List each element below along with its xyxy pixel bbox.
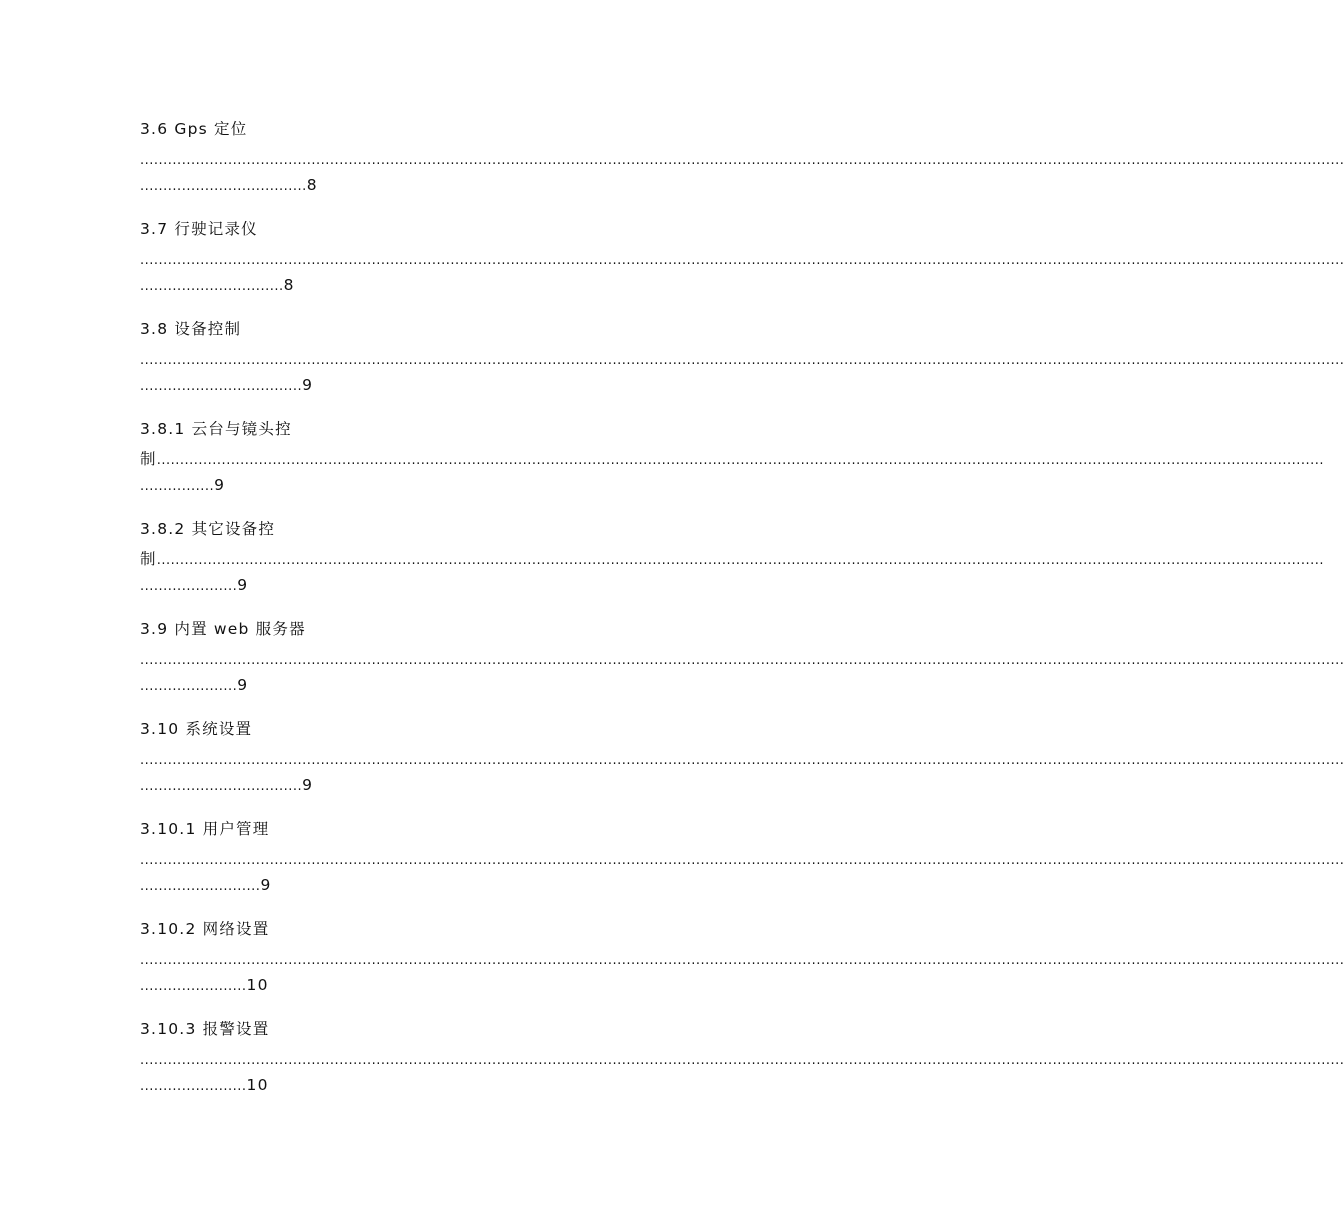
toc-dots: .................................................................................................................................................................................................................................................................... (140, 853, 1344, 868)
toc-leader-line (140, 275, 295, 295)
toc-page-number: 9 (302, 776, 314, 794)
toc-leader-line (140, 675, 248, 695)
toc-leader-line (140, 575, 248, 595)
toc-entry[interactable] (140, 517, 1325, 617)
toc-page-number: 10 (246, 976, 269, 994)
toc-leader-line (140, 849, 1344, 869)
toc-dots: .................................... (140, 179, 307, 194)
toc-leader-line (140, 949, 1344, 969)
toc-leader-line (140, 775, 313, 795)
toc-leader-line (140, 1075, 269, 1095)
toc-dots: ....................... (140, 979, 247, 994)
toc-page-number: 9 (302, 376, 314, 394)
toc-dots: .................................................................................................................................................................................................................................................................... (140, 1053, 1344, 1068)
toc-entry[interactable] (140, 717, 1344, 817)
toc-leader-line (140, 749, 1344, 769)
toc-entry[interactable] (140, 917, 1344, 1017)
toc-leader-line (140, 475, 225, 495)
toc-dots: ..................... (140, 679, 238, 694)
toc-leader-line (140, 549, 1325, 569)
toc-dots: ................................... (140, 379, 303, 394)
toc-leader-line (140, 249, 1344, 269)
toc-entry[interactable] (140, 317, 1344, 417)
toc-dots: ................ (140, 479, 215, 494)
toc-entry-title: 3.10.2 网络设置 (140, 920, 270, 938)
toc-dots: ............................................................................................................................................................................................................................................................ (156, 453, 1325, 468)
toc-page-number: 8 (306, 176, 318, 194)
toc-entry[interactable] (140, 417, 1325, 517)
toc-leader-line (140, 649, 1344, 669)
toc-entry[interactable] (140, 217, 1344, 317)
toc-leader-line (140, 1049, 1344, 1069)
toc-page-number: 9 (214, 476, 226, 494)
toc-leader-line (140, 975, 269, 995)
toc-entry-title: 3.8.2 其它设备控 (140, 520, 276, 538)
toc-entry-title: 3.7 行驶记录仪 (140, 220, 258, 238)
toc-entry-title: 3.6 Gps 定位 (140, 120, 248, 138)
toc-entry-title: 3.10.3 报警设置 (140, 1020, 270, 1038)
toc-dots: .......................... (140, 879, 261, 894)
toc-page-number: 9 (237, 576, 249, 594)
toc-page-number: 9 (237, 676, 249, 694)
toc-leader-line (140, 149, 1344, 169)
toc-leader-prefix: 制 (140, 550, 157, 568)
toc-entry-title: 3.9 内置 web 服务器 (140, 620, 306, 638)
toc-leader-line (140, 875, 272, 895)
toc-dots: .................................................................................................................................................................................................................................................................... (140, 253, 1344, 268)
toc-dots: .................................................................................................................................................................................................................................................................... (140, 153, 1344, 168)
toc-entry-title: 3.10.1 用户管理 (140, 820, 270, 838)
toc-page-number: 9 (260, 876, 272, 894)
toc-dots: ..................... (140, 579, 238, 594)
toc-entry-title: 3.10 系统设置 (140, 720, 253, 738)
toc-dots: ....................... (140, 1079, 247, 1094)
table-of-contents (140, 117, 1344, 1117)
toc-dots: .................................................................................................................................................................................................................................................................... (140, 353, 1344, 368)
toc-leader-line (140, 449, 1325, 469)
toc-dots: ............................................................................................................................................................................................................................................................ (156, 553, 1325, 568)
toc-entry-title: 3.8.1 云台与镜头控 (140, 420, 292, 438)
toc-dots: .................................................................................................................................................................................................................................................................... (140, 653, 1344, 668)
toc-leader-prefix: 制 (140, 450, 157, 468)
toc-dots: .................................................................................................................................................................................................................................................................... (140, 753, 1344, 768)
toc-leader-line (140, 349, 1344, 369)
toc-leader-line (140, 375, 313, 395)
toc-entry[interactable] (140, 817, 1344, 917)
toc-entry[interactable] (140, 1017, 1344, 1117)
toc-entry-title: 3.8 设备控制 (140, 320, 242, 338)
toc-leader-line (140, 175, 318, 195)
toc-dots: ............................... (140, 279, 284, 294)
toc-page-number: 10 (246, 1076, 269, 1094)
toc-entry[interactable] (140, 617, 1344, 717)
toc-page-number: 8 (283, 276, 295, 294)
toc-entry[interactable] (140, 117, 1344, 217)
toc-dots: ................................... (140, 779, 303, 794)
toc-dots: .................................................................................................................................................................................................................................................................... (140, 953, 1344, 968)
